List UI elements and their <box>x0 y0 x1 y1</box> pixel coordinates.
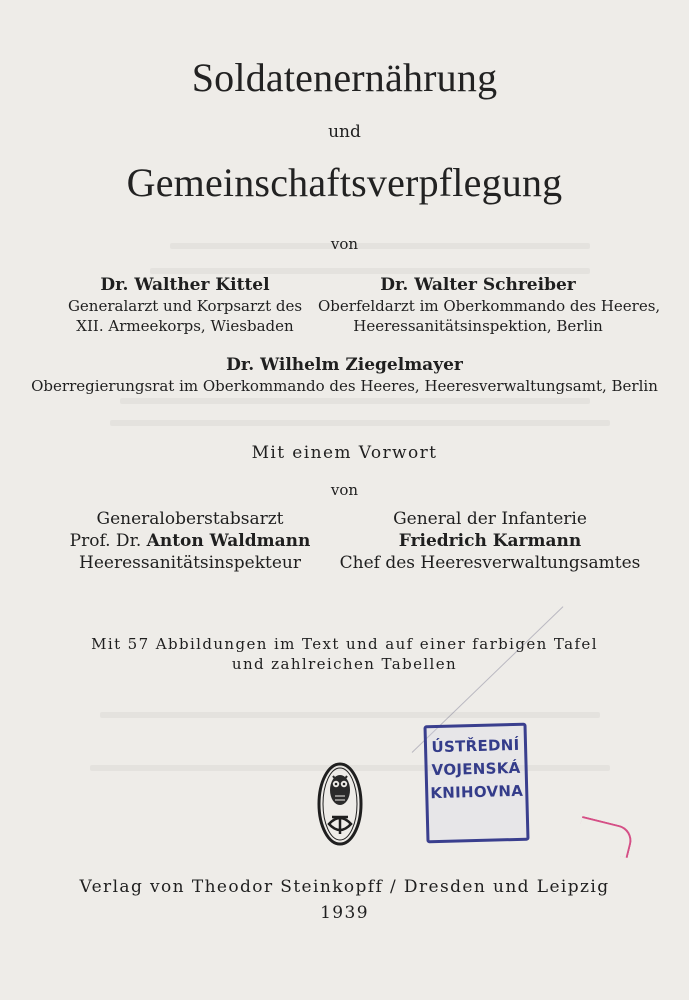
foreword-author-prefix: Prof. Dr. <box>69 531 147 551</box>
show-through <box>110 420 610 426</box>
foreword-author-role: Chef des Heeresverwaltungsamtes <box>339 553 641 573</box>
publisher-line: Verlag von Theodor Steinkopff / Dresden und Leipzig <box>79 877 610 897</box>
foreword-label: Mit einem Vorwort <box>251 443 438 463</box>
author-schreiber <box>318 274 661 336</box>
foreword-author-karmann <box>335 508 645 574</box>
author-affiliation: Oberfeldarzt im Oberkommando des Heeres, <box>318 297 661 315</box>
show-through <box>120 398 590 404</box>
title-and: und <box>328 122 361 142</box>
author-affiliation: XII. Armeekorps, Wiesbaden <box>76 317 294 335</box>
author-kittel <box>55 274 315 336</box>
title-line-2: Gemeinschaftsverpflegung <box>126 160 563 205</box>
illustrations-note-1: Mit 57 Abbildungen im Text und auf einer farbigen Tafel <box>91 635 598 653</box>
illustrations-note-2: und zahlreichen Tabellen <box>231 655 458 673</box>
foreword-author-rank: General der Infanterie <box>393 509 587 529</box>
author-ziegelmayer <box>0 354 689 396</box>
author-name: Dr. Walter Schreiber <box>380 275 576 295</box>
stamp-line: KNIHOVNA <box>430 781 524 803</box>
author-affiliation: Heeressanitätsinspektion, Berlin <box>353 317 603 335</box>
by-label: von <box>330 235 359 253</box>
library-stamp <box>423 723 529 844</box>
author-name: Dr. Walther Kittel <box>100 275 270 295</box>
foreword-author-name: Friedrich Karmann <box>398 531 582 551</box>
foreword-author-name: Anton Waldmann <box>146 531 311 551</box>
owl-emblem-icon <box>317 762 363 846</box>
show-through <box>100 712 600 718</box>
foreword-author-role: Heeressanitätsinspekteur <box>79 553 301 573</box>
author-name: Dr. Wilhelm Ziegelmayer <box>226 355 463 375</box>
author-affiliation: Generalarzt und Korpsarzt des <box>67 297 303 315</box>
title-line-1: Soldatenernährung <box>191 55 498 100</box>
author-affiliation: Oberregierungsrat im Oberkommando des Heeres, Heeresverwaltungsamt, Berlin <box>31 377 658 395</box>
foreword-author-waldmann <box>55 508 325 574</box>
pink-pen-mark <box>575 816 635 858</box>
stamp-line: ÚSTŘEDNÍ <box>431 735 520 757</box>
stamp-line: VOJENSKÁ <box>431 758 521 780</box>
foreword-author-rank: Generaloberstabsarzt <box>96 509 284 529</box>
publication-year: 1939 <box>320 903 369 923</box>
by-label: von <box>330 481 359 499</box>
